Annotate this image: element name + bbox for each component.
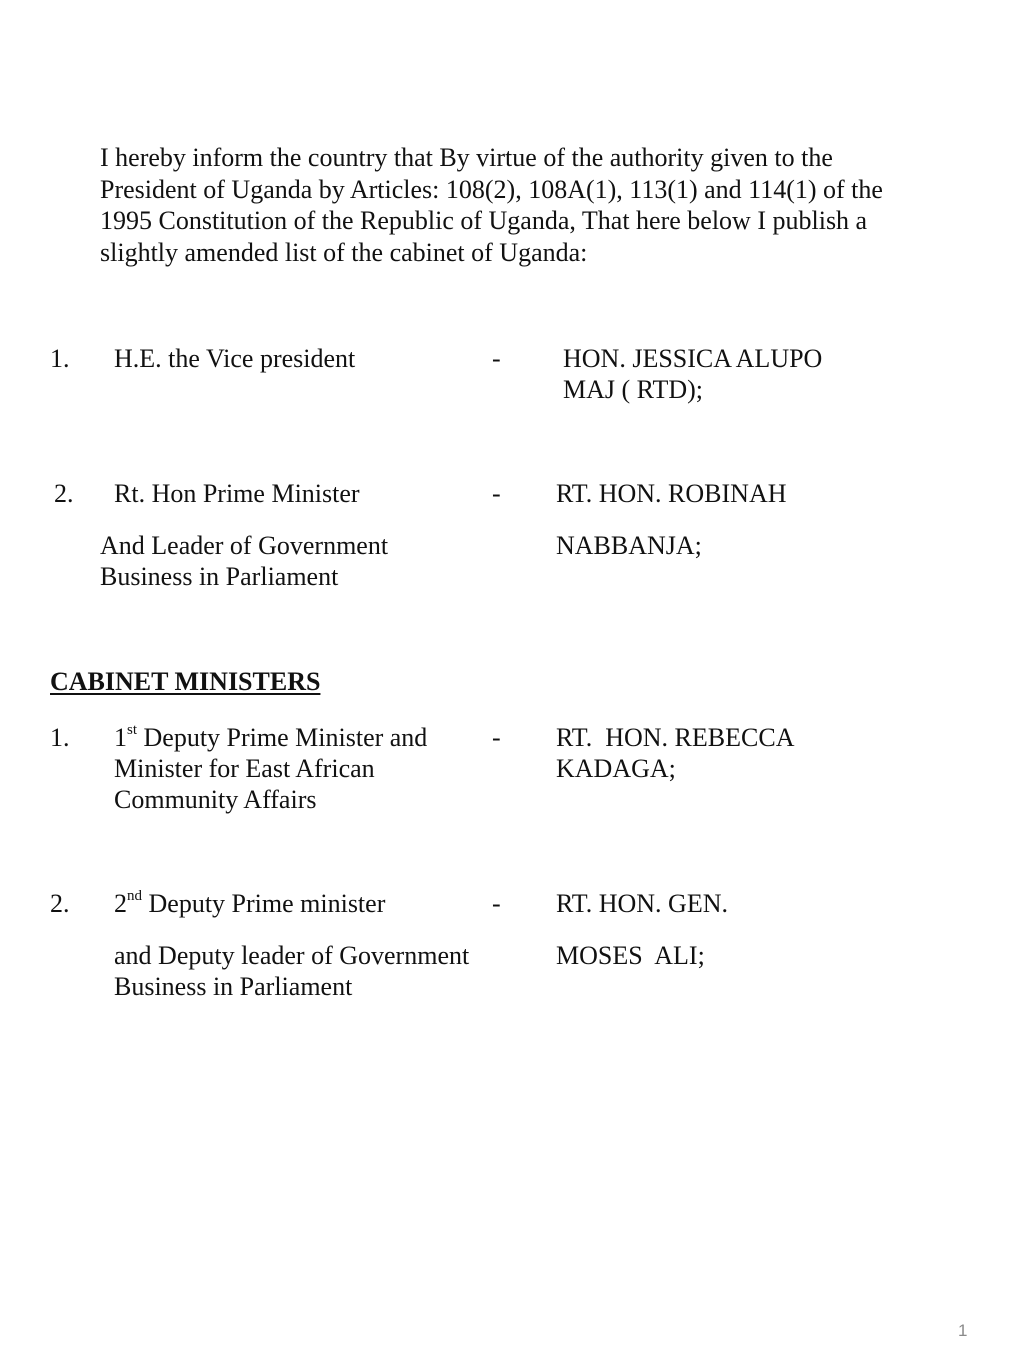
entry-position: H.E. the Vice president xyxy=(114,344,356,373)
ordinal-number: 1 xyxy=(114,723,127,752)
ordinal-number: 2 xyxy=(114,889,127,918)
ordinal-suffix: nd xyxy=(127,888,142,905)
entry-dash: - xyxy=(492,723,501,752)
section-heading: CABINET MINISTERS xyxy=(50,667,321,696)
entry-name: RT. HON. REBECCA xyxy=(556,723,795,752)
entry-name: RT. HON. ROBINAH xyxy=(556,479,787,508)
entry-position: Minister for East African xyxy=(114,754,375,783)
intro-line: 1995 Constitution of the Republic of Uganda, That here below I publish a xyxy=(100,206,868,235)
intro-line: slightly amended list of the cabinet of Uganda: xyxy=(100,237,588,267)
entry-position: Business in Parliament xyxy=(100,562,339,591)
entry-dash: - xyxy=(492,889,501,918)
entry-dash: - xyxy=(492,344,501,373)
entry-number: 2. xyxy=(50,889,70,918)
entry-name: RT. HON. GEN. xyxy=(556,889,728,918)
entry-position xyxy=(114,888,385,919)
entry-position: Business in Parliament xyxy=(114,972,353,1001)
entry-number: 1. xyxy=(50,723,70,752)
intro-line: President of Uganda by Articles: 108(2), 108A(1), 113(1) and 114(1) of the xyxy=(100,174,883,204)
position-text: Deputy Prime Minister and xyxy=(137,723,428,752)
entry-name: MOSES ALI; xyxy=(556,941,705,970)
entry-name: MAJ ( RTD); xyxy=(563,375,703,404)
entry-position: And Leader of Government xyxy=(100,531,389,560)
page-number: 1 xyxy=(958,1321,968,1340)
entry-name: KADAGA; xyxy=(556,754,676,783)
intro-paragraph xyxy=(100,142,980,268)
ordinal-suffix: st xyxy=(127,722,138,739)
position-text: Deputy Prime minister xyxy=(142,889,386,918)
intro-line: I hereby inform the country that By virtue of the authority given to the xyxy=(100,143,833,172)
entry-name: HON. JESSICA ALUPO xyxy=(563,344,823,373)
entry-number: 2. xyxy=(54,479,74,508)
entry-position: and Deputy leader of Government xyxy=(114,941,470,970)
entry-position: Community Affairs xyxy=(114,785,317,814)
entry-name: NABBANJA; xyxy=(556,531,702,560)
entry-number: 1. xyxy=(50,344,70,373)
entry-position xyxy=(114,722,427,753)
entry-position: Rt. Hon Prime Minister xyxy=(114,479,360,508)
entry-dash: - xyxy=(492,479,501,508)
